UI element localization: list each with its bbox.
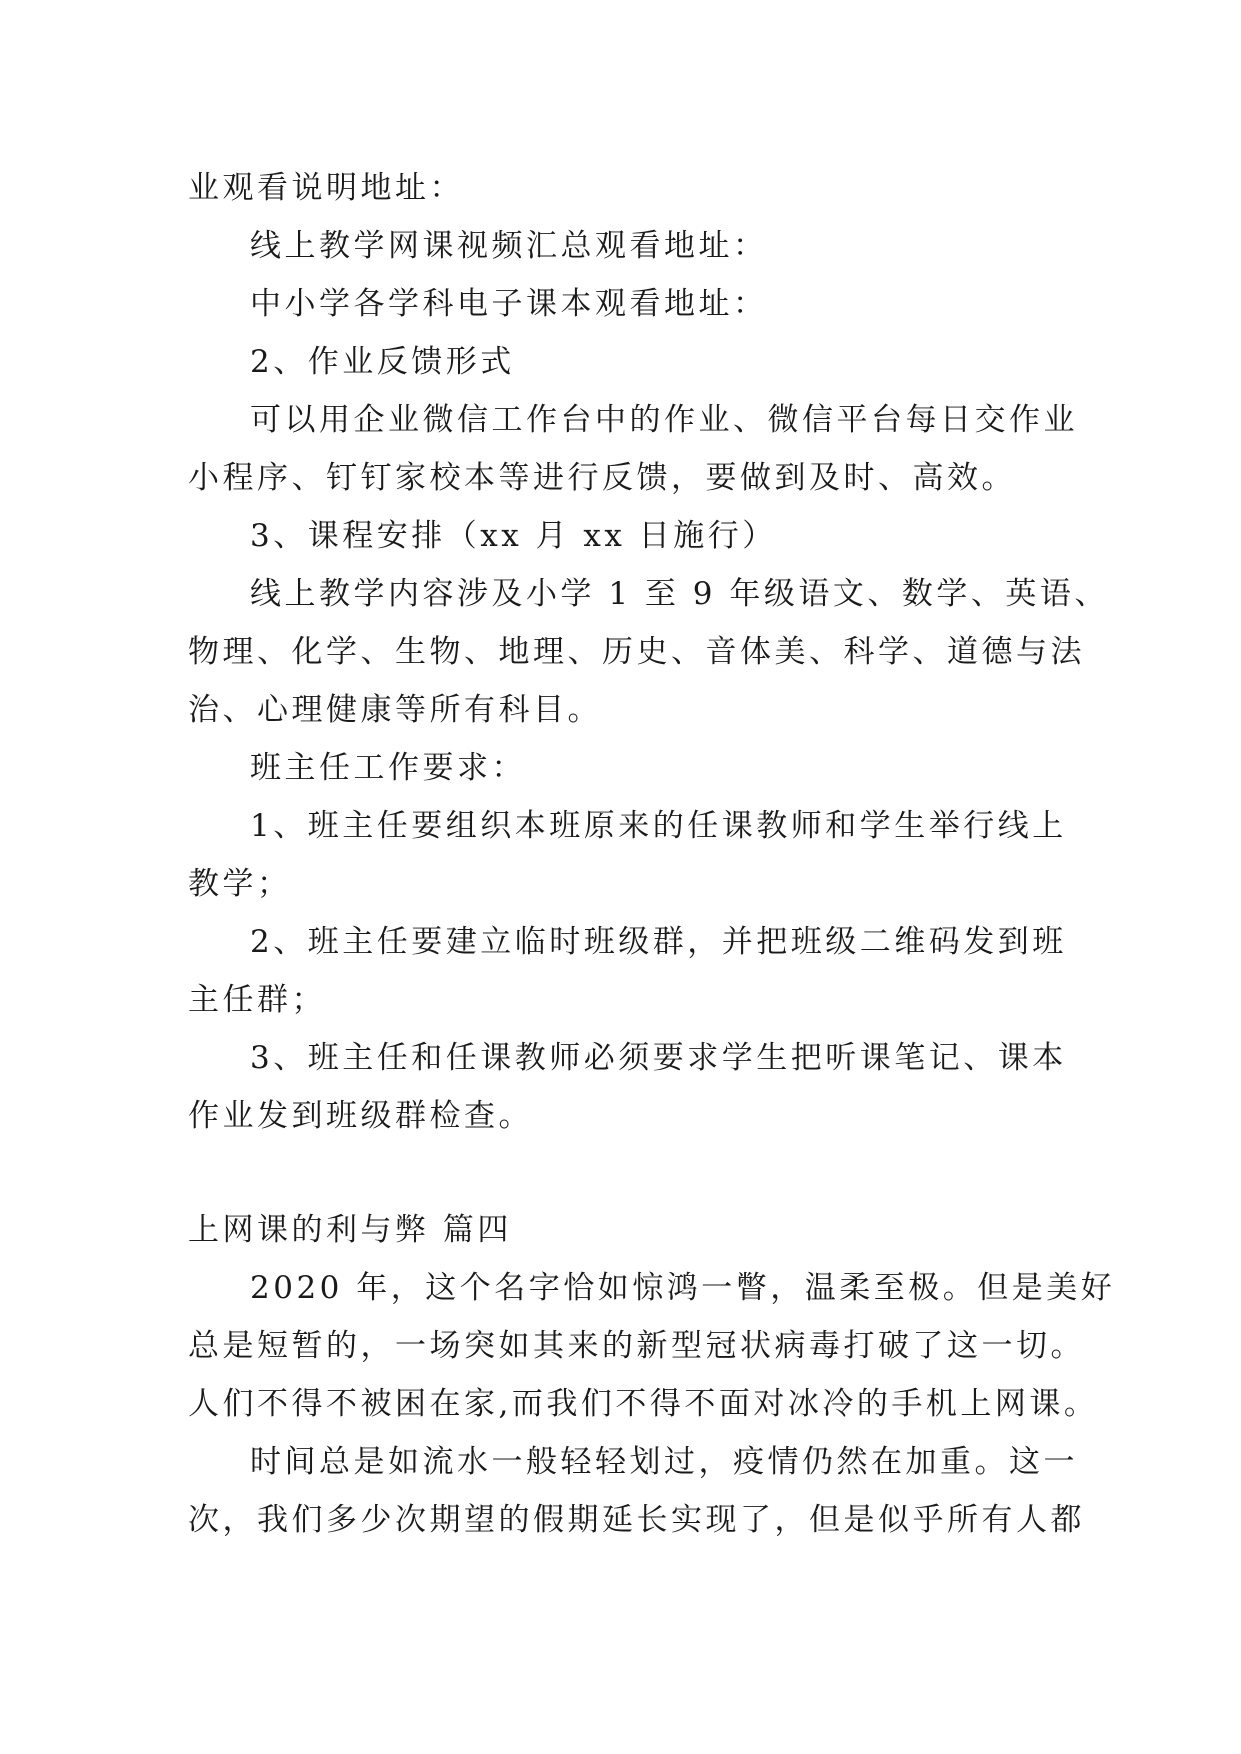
text-line: 1、班主任要组织本班原来的任课教师和学生举行线上 [250,808,1067,844]
text-line: 时间总是如流水一般轻轻划过，疫情仍然在加重。这一 [250,1444,1078,1480]
text-line: 线上教学网课视频汇总观看地址： [250,228,768,264]
text-line: 主任群； [188,982,326,1018]
text-line: 总是短暂的，一场突如其来的新型冠状病毒打破了这一切。 [188,1328,1085,1364]
text-line: 2020 年，这个名字恰如惊鸿一瞥，温柔至极。但是美好 [250,1270,1116,1306]
text-line: 作业发到班级群检查。 [188,1098,533,1134]
text-line: 中小学各学科电子课本观看地址： [250,286,768,322]
section-heading: 上网课的利与弊 篇四 [188,1212,512,1248]
text-line: 班主任工作要求： [250,750,526,786]
text-line: 2、作业反馈形式 [250,344,515,380]
text-line: 2、班主任要建立临时班级群，并把班级二维码发到班 [250,924,1067,960]
text-line: 可以用企业微信工作台中的作业、微信平台每日交作业 [250,402,1078,438]
text-line: 物理、化学、生物、地理、历史、音体美、科学、道德与法 [188,634,1085,670]
text-line: 业观看说明地址： [188,170,464,206]
text-line: 小程序、钉钉家校本等进行反馈，要做到及时、高效。 [188,460,1016,496]
text-line: 线上教学内容涉及小学 1 至 9 年级语文、数学、英语、 [250,576,1109,612]
text-line: 3、班主任和任课教师必须要求学生把听课笔记、课本 [250,1040,1067,1076]
text-line: 次，我们多少次期望的假期延长实现了，但是似乎所有人都 [188,1502,1085,1538]
text-line: 3、课程安排（xx 月 xx 日施行） [250,518,777,554]
text-line: 治、心理健康等所有科目。 [188,692,602,728]
text-line: 教学； [188,866,292,902]
text-line: 人们不得不被困在家,而我们不得不面对冰冷的手机上网课。 [188,1386,1099,1422]
